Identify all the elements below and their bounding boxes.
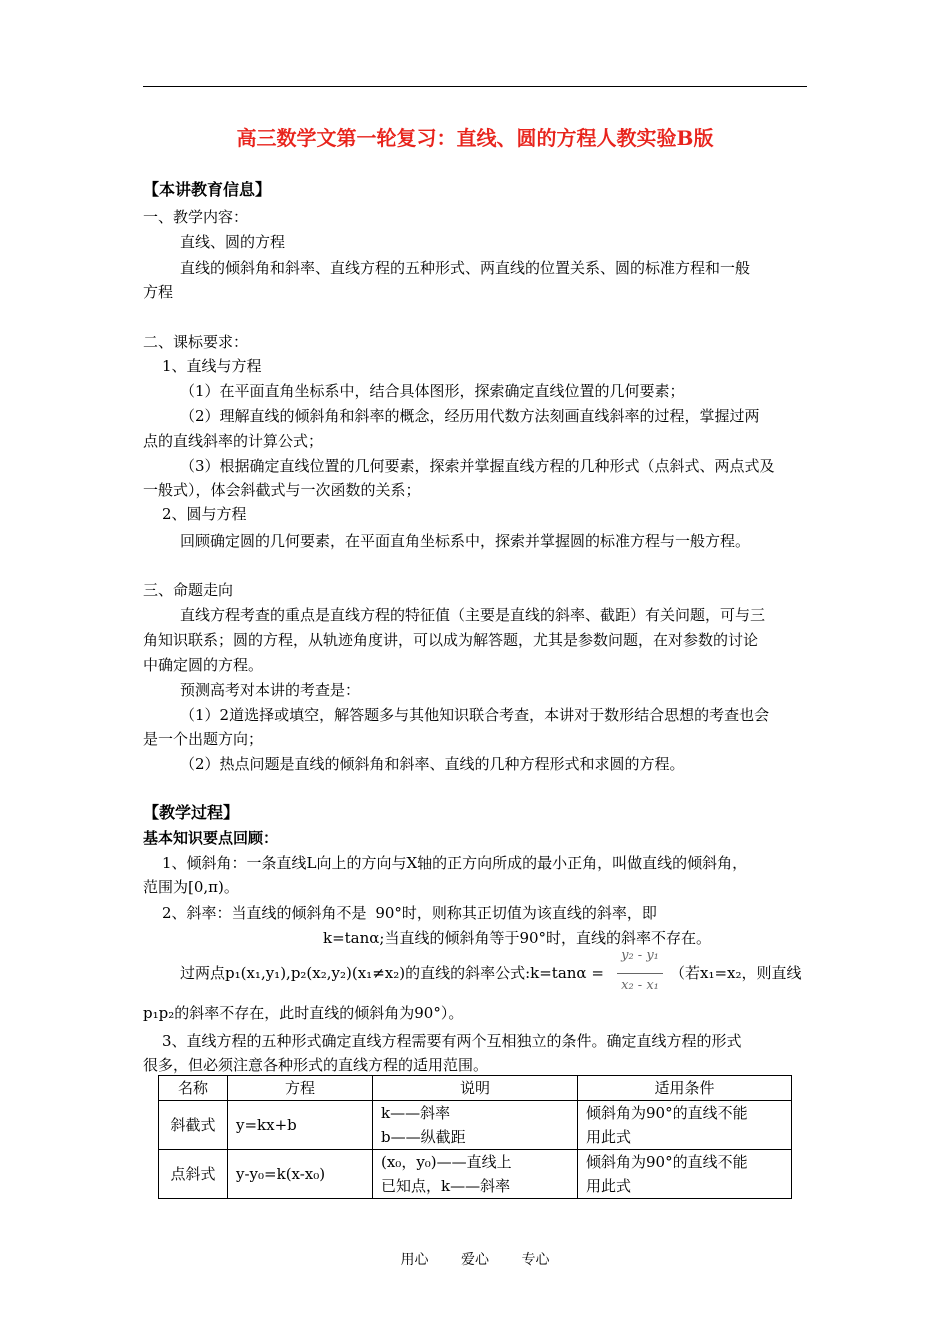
knowledge-3a: 3、直线方程的五种形式确定直线方程需要有两个互相独立的条件。确定直线方程的形式 [162,1032,742,1050]
section-heading-info: 【本讲教育信息】 [143,180,272,199]
description-line: (x₀，y₀)——直线上 [381,1153,512,1171]
trend-a3: 中确定圆的方程。 [143,656,264,674]
teaching-content-title: 一、教学内容： [143,208,249,226]
condition-line: 用此式 [586,1177,632,1195]
knowledge-2b: k=tanα;当直线的倾斜角等于90°时，直线的斜率不存在。 [323,929,712,947]
table-header: 说明 [373,1076,578,1101]
standards-1c1: （3）根据确定直线位置的几何要素，探索并掌握直线方程的几种形式（点斜式、两点式及 [180,457,775,475]
slope-denominator: x₂ - x₁ [621,978,659,993]
table-header: 方程 [228,1076,373,1101]
slope-numerator: y₂ - y₁ [621,948,659,963]
table-row [159,1150,792,1199]
knowledge-2d: p₁p₂的斜率不存在，此时直线的倾斜角为90°）。 [143,1004,464,1022]
condition-line: 倾斜角为90°的直线不能 [586,1104,748,1122]
trend-b: 预测高考对本讲的考查是： [180,681,361,699]
slope-fraction [615,948,665,998]
form-name: 点斜式 [159,1150,228,1199]
condition-line: 倾斜角为90°的直线不能 [586,1153,748,1171]
knowledge-1b: 范围为[0,π)。 [143,878,239,896]
review-subheading: 基本知识要点回顾： [143,829,279,847]
trend-c2: 是一个出题方向； [143,730,264,748]
page-footer [0,1249,950,1269]
description-line: b——纵截距 [381,1128,466,1146]
table-row [159,1101,792,1150]
knowledge-2a: 2、斜率：当直线的倾斜角不是 90°时，则称其正切值为该直线的斜率，即 [162,904,657,922]
standards-2a: 回顾确定圆的几何要素，在平面直角坐标系中，探索并掌握圆的标准方程与一般方程。 [180,532,751,550]
standards-1a: （1）在平面直角坐标系中，结合具体图形，探索确定直线位置的几何要素； [180,382,685,400]
page-title: 高三数学文第一轮复习：直线、圆的方程人教实验B版 [236,126,714,150]
trend-title: 三、命题走向 [143,581,234,599]
trend-d: （2）热点问题是直线的倾斜角和斜率、直线的几种方程形式和求圆的方程。 [180,755,685,773]
fraction-bar [617,973,663,974]
table-header-row [159,1076,792,1101]
form-description [373,1101,578,1150]
form-name: 斜截式 [159,1101,228,1150]
table-header: 名称 [159,1076,228,1101]
footer-word: 用心 [400,1252,429,1268]
footer-word: 爱心 [461,1252,489,1268]
section-heading-process: 【教学过程】 [143,803,240,822]
knowledge-2c-note: （若x₁=x₂，则直线 [670,964,802,982]
standards-2: 2、圆与方程 [162,505,247,523]
footer-word: 专心 [521,1252,550,1268]
knowledge-3b: 很多，但必须注意各种形式的直线方程的适用范围。 [143,1056,489,1074]
standards-1b1: （2）理解直线的倾斜角和斜率的概念，经历用代数方法刻画直线斜率的过程，掌握过两 [180,407,760,425]
standards-title: 二、课标要求： [143,333,249,351]
teaching-content-a: 直线、圆的方程 [180,233,286,251]
knowledge-2c-formula: 过两点p₁(x₁,y₁),p₂(x₂,y₂)(x₁≠x₂)的直线的斜率公式:k=tanα = [180,964,604,982]
header-rule [143,86,807,87]
standards-1b2: 点的直线斜率的计算公式； [143,432,324,450]
table-header: 适用条件 [578,1076,792,1101]
trend-c1: （1）2道选择或填空，解答题多与其他知识联合考查，本讲对于数形结合思想的考查也会 [180,706,770,724]
description-line: k——斜率 [381,1104,451,1122]
teaching-content-b1: 直线的倾斜角和斜率、直线方程的五种形式、两直线的位置关系、圆的标准方程和一般 [180,259,751,277]
form-condition [578,1101,792,1150]
form-equation: y=kx+b [228,1101,373,1150]
condition-line: 用此式 [586,1128,632,1146]
trend-a1: 直线方程考查的重点是直线方程的特征值（主要是直线的斜率、截距）有关问题，可与三 [180,606,766,624]
line-equation-forms-table [158,1075,792,1199]
standards-1: 1、直线与方程 [162,357,262,375]
knowledge-1a: 1、倾斜角：一条直线L向上的方向与X轴的正方向所成的最小正角，叫做直线的倾斜角， [162,854,748,872]
teaching-content-b2: 方程 [143,283,174,301]
description-line: 已知点，k——斜率 [381,1177,511,1195]
standards-1c2: 一般式），体会斜截式与一次函数的关系； [143,481,421,499]
form-equation: y-y₀=k(x-x₀) [228,1150,373,1199]
form-condition [578,1150,792,1199]
trend-a2: 角知识联系；圆的方程，从轨迹角度讲，可以成为解答题，尤其是参数问题，在对参数的讨论 [143,631,759,649]
form-description [373,1150,578,1199]
